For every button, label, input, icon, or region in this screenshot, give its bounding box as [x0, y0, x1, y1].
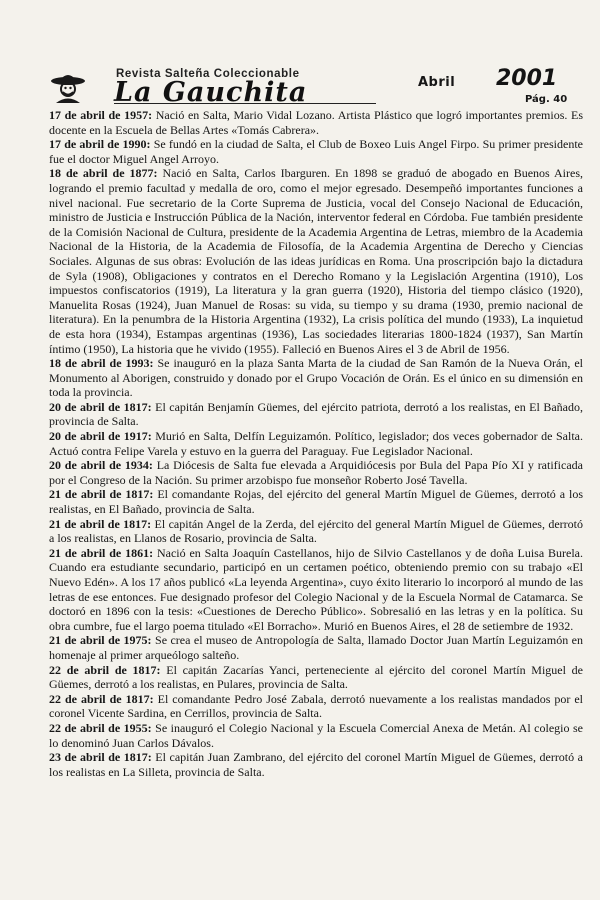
entry-date: 21 de abril de 1861: — [49, 545, 154, 560]
entry-date: 21 de abril de 1817: — [49, 487, 154, 502]
ephemeris-entry — [49, 517, 583, 546]
page-header — [48, 66, 573, 110]
entry-text: El capitán Zacarías Yanci, perteneciente al ejército del coronel Martín Miguel de Güemes, derrotó a los realistas, en Pulares, provincia de Salta. — [49, 662, 583, 692]
entry-text: Murió en Salta, Delfín Leguizamón. Político, legislador; dos veces gobernador de Salta. Actuó contra Felipe Varela y estuvo en la guerra del Paraguay. Fue Legislador Nacional. — [49, 429, 583, 458]
ephemeris-entry — [49, 166, 583, 356]
header-divider — [114, 103, 376, 104]
gaucho-logo-icon — [48, 70, 88, 104]
page-number: Pág. 40 — [525, 94, 568, 105]
magazine-title: La Gauchita — [114, 77, 308, 108]
entry-date: 18 de abril de 1877: — [49, 166, 158, 181]
entry-text: El capitán Angel de la Zerda, del ejército del general Martín Miguel de Güemes, derrotó a los realistas, en Llanos de Rosario, provincia de Salta. — [49, 516, 583, 546]
ephemeris-entry — [49, 356, 583, 400]
entry-text: El comandante Pedro José Zabala, derrotó nuevamente a los realistas mandados por el coronel Vicente Sardina, en Cerrillos, provincia de Salta. — [49, 691, 583, 721]
entry-date: 20 de abril de 1934: — [49, 458, 153, 473]
issue-month: Abril — [418, 75, 456, 90]
entry-text: El capitán Juan Zambrano, del ejército del coronel Martín Miguel de Güemes, derrotó a los realistas en La Silleta, provincia de Salta. — [49, 750, 583, 779]
entry-text: Nació en Salta Joaquín Castellanos, hijo de Silvio Castellanos y de doña Luisa Burela. Cuando era estudiante secundario, participó en un certamen poético, obteniendo premio con su trabajo «El Nuevo Edén». A los 17 años publicó «La leyenda Argentina», cuyo éxito literario lo incorporó al mundo de las letras de ese entonces. Fue designado profesor del Colegio Nacional y de la Escuela Normal de Catamarca. Se doctoró en 1896 con la tesis: «Cuestiones de Derecho Público». Sobresalió en las letras y en la política. Su obra cumbre, fue el largo poema titulado «El Borracho». Murió en Buenos Aires, el 28 de setiembre de 1932. — [49, 545, 583, 633]
ephemeris-entry — [49, 633, 583, 662]
issue-year: 2001 — [496, 66, 558, 91]
ephemeris-entry — [49, 721, 583, 750]
entry-text: La Diócesis de Salta fue elevada a Arquidiócesis por Bula del Papa Pío XI y ratificada por el Congreso de la Nación. Su primer arzobispo fue monseñor Roberto José Tavella. — [49, 458, 583, 487]
entry-date: 21 de abril de 1975: — [49, 633, 152, 648]
ephemeris-entry — [49, 108, 583, 137]
ephemeris-entry — [49, 692, 583, 721]
ephemeris-entry — [49, 750, 583, 779]
ephemeris-entry — [49, 546, 583, 634]
entry-date: 18 de abril de 1993: — [49, 356, 154, 371]
entry-text: Se inauguró el Colegio Nacional y la Escuela Comercial Anexa de Metán. Al colegio se lo denominó Juan Carlos Dávalos. — [49, 720, 583, 750]
entry-text: Se inauguró en la plaza Santa Marta de la ciudad de San Ramón de la Nueva Orán, el Monumento al Aborigen, construido y donado por el Grupo Vocación de Orán. Es el único en su dimensión en toda la provincia. — [49, 356, 583, 400]
entry-text: Nació en Salta, Mario Vidal Lozano. Artista Plástico que logró importantes premios. Es docente en la Escuela de Bellas Artes «Tomás Cabrera». — [49, 108, 583, 137]
entry-date: 22 de abril de 1817: — [49, 662, 161, 677]
ephemeris-entry — [49, 487, 583, 516]
ephemeris-entry — [49, 663, 583, 692]
entry-date: 17 de abril de 1957: — [49, 108, 153, 122]
ephemeris-entry — [49, 137, 583, 166]
ephemeris-entry — [49, 400, 583, 429]
ephemeris-entry — [49, 429, 583, 458]
entry-text: El capitán Benjamín Güemes, del ejército patriota, derrotó a los realistas, en El Bañado, provincia de Salta. — [49, 399, 583, 429]
entry-date: 21 de abril de 1817: — [49, 516, 152, 531]
entry-date: 23 de abril de 1817: — [49, 750, 152, 765]
entry-date: 20 de abril de 1917: — [49, 429, 152, 444]
entry-date: 20 de abril de 1817: — [49, 399, 152, 414]
entry-date: 17 de abril de 1990: — [49, 137, 151, 152]
entry-text: Se fundó en la ciudad de Salta, el Club de Boxeo Luis Angel Firpo. Su primer presidente fue el doctor Miguel Angel Arroyo. — [49, 137, 584, 166]
entry-text: Se crea el museo de Antropología de Salta, llamado Doctor Juan Martín Leguizamón en homenaje al primer arqueólogo salteño. — [49, 633, 583, 662]
entry-date: 22 de abril de 1817: — [49, 691, 154, 706]
ephemeris-list — [49, 108, 583, 779]
entry-text: El comandante Rojas, del ejército del general Martín Miguel de Güemes, derrotó a los realistas, en El Bañado, provincia de Salta. — [49, 487, 584, 517]
entry-date: 22 de abril de 1955: — [49, 720, 152, 735]
entry-text: Nació en Salta, Carlos Ibarguren. En 1898 se graduó de abogado en Buenos Aires, logrando el premio facultad y medalla de oro, como el mejor egresado. Desempeñó importantes funciones a nivel nacional. Fue secretario de la Corte Suprema de Justicia, vocal del Consejo Nacional de Educación, ministro de Justicia e Instrucción Pública de la Nación, interventor federal en Córdoba. Fue también presidente de la Comisión Nacional de Cultura, presidente de la Academia Argentina de Letras, miembro de la Academia Nacional de la Historia, de la Academia de Filosofía, de la Academia Argentina de Derecho y Ciencias Sociales. Algunas de sus obras: Evolución de las ideas jurídicas en Roma. Una proscripción bajo la dictadura de Syla (1908), Obligaciones y contratos en el Derecho Romano y la Legislación Argentina (1910), Los impuestos confiscatorios (1919), La literatura y la gran guerra (1920), Historia del tiempo clásico (1920), Manuelita Rosas (1924), Juan Manuel de Rosas: su vida, su tiempo y su drama (1930, premio nacional de literatura). En la penumbra de la Historia Argentina (1932), La crisis política del mundo (1933), La inquietud de esta hora (1934), Estampas argentinas (1936), Las sociedades literarias 1800-1824 (1937), San Martín íntimo (1950), La historia que he vivido (1955). Falleció en Buenos Aires el 3 de Abril de 1956. — [49, 166, 583, 356]
ephemeris-entry — [49, 458, 583, 487]
magazine-subtitle: Revista Salteña Coleccionable — [116, 68, 300, 80]
